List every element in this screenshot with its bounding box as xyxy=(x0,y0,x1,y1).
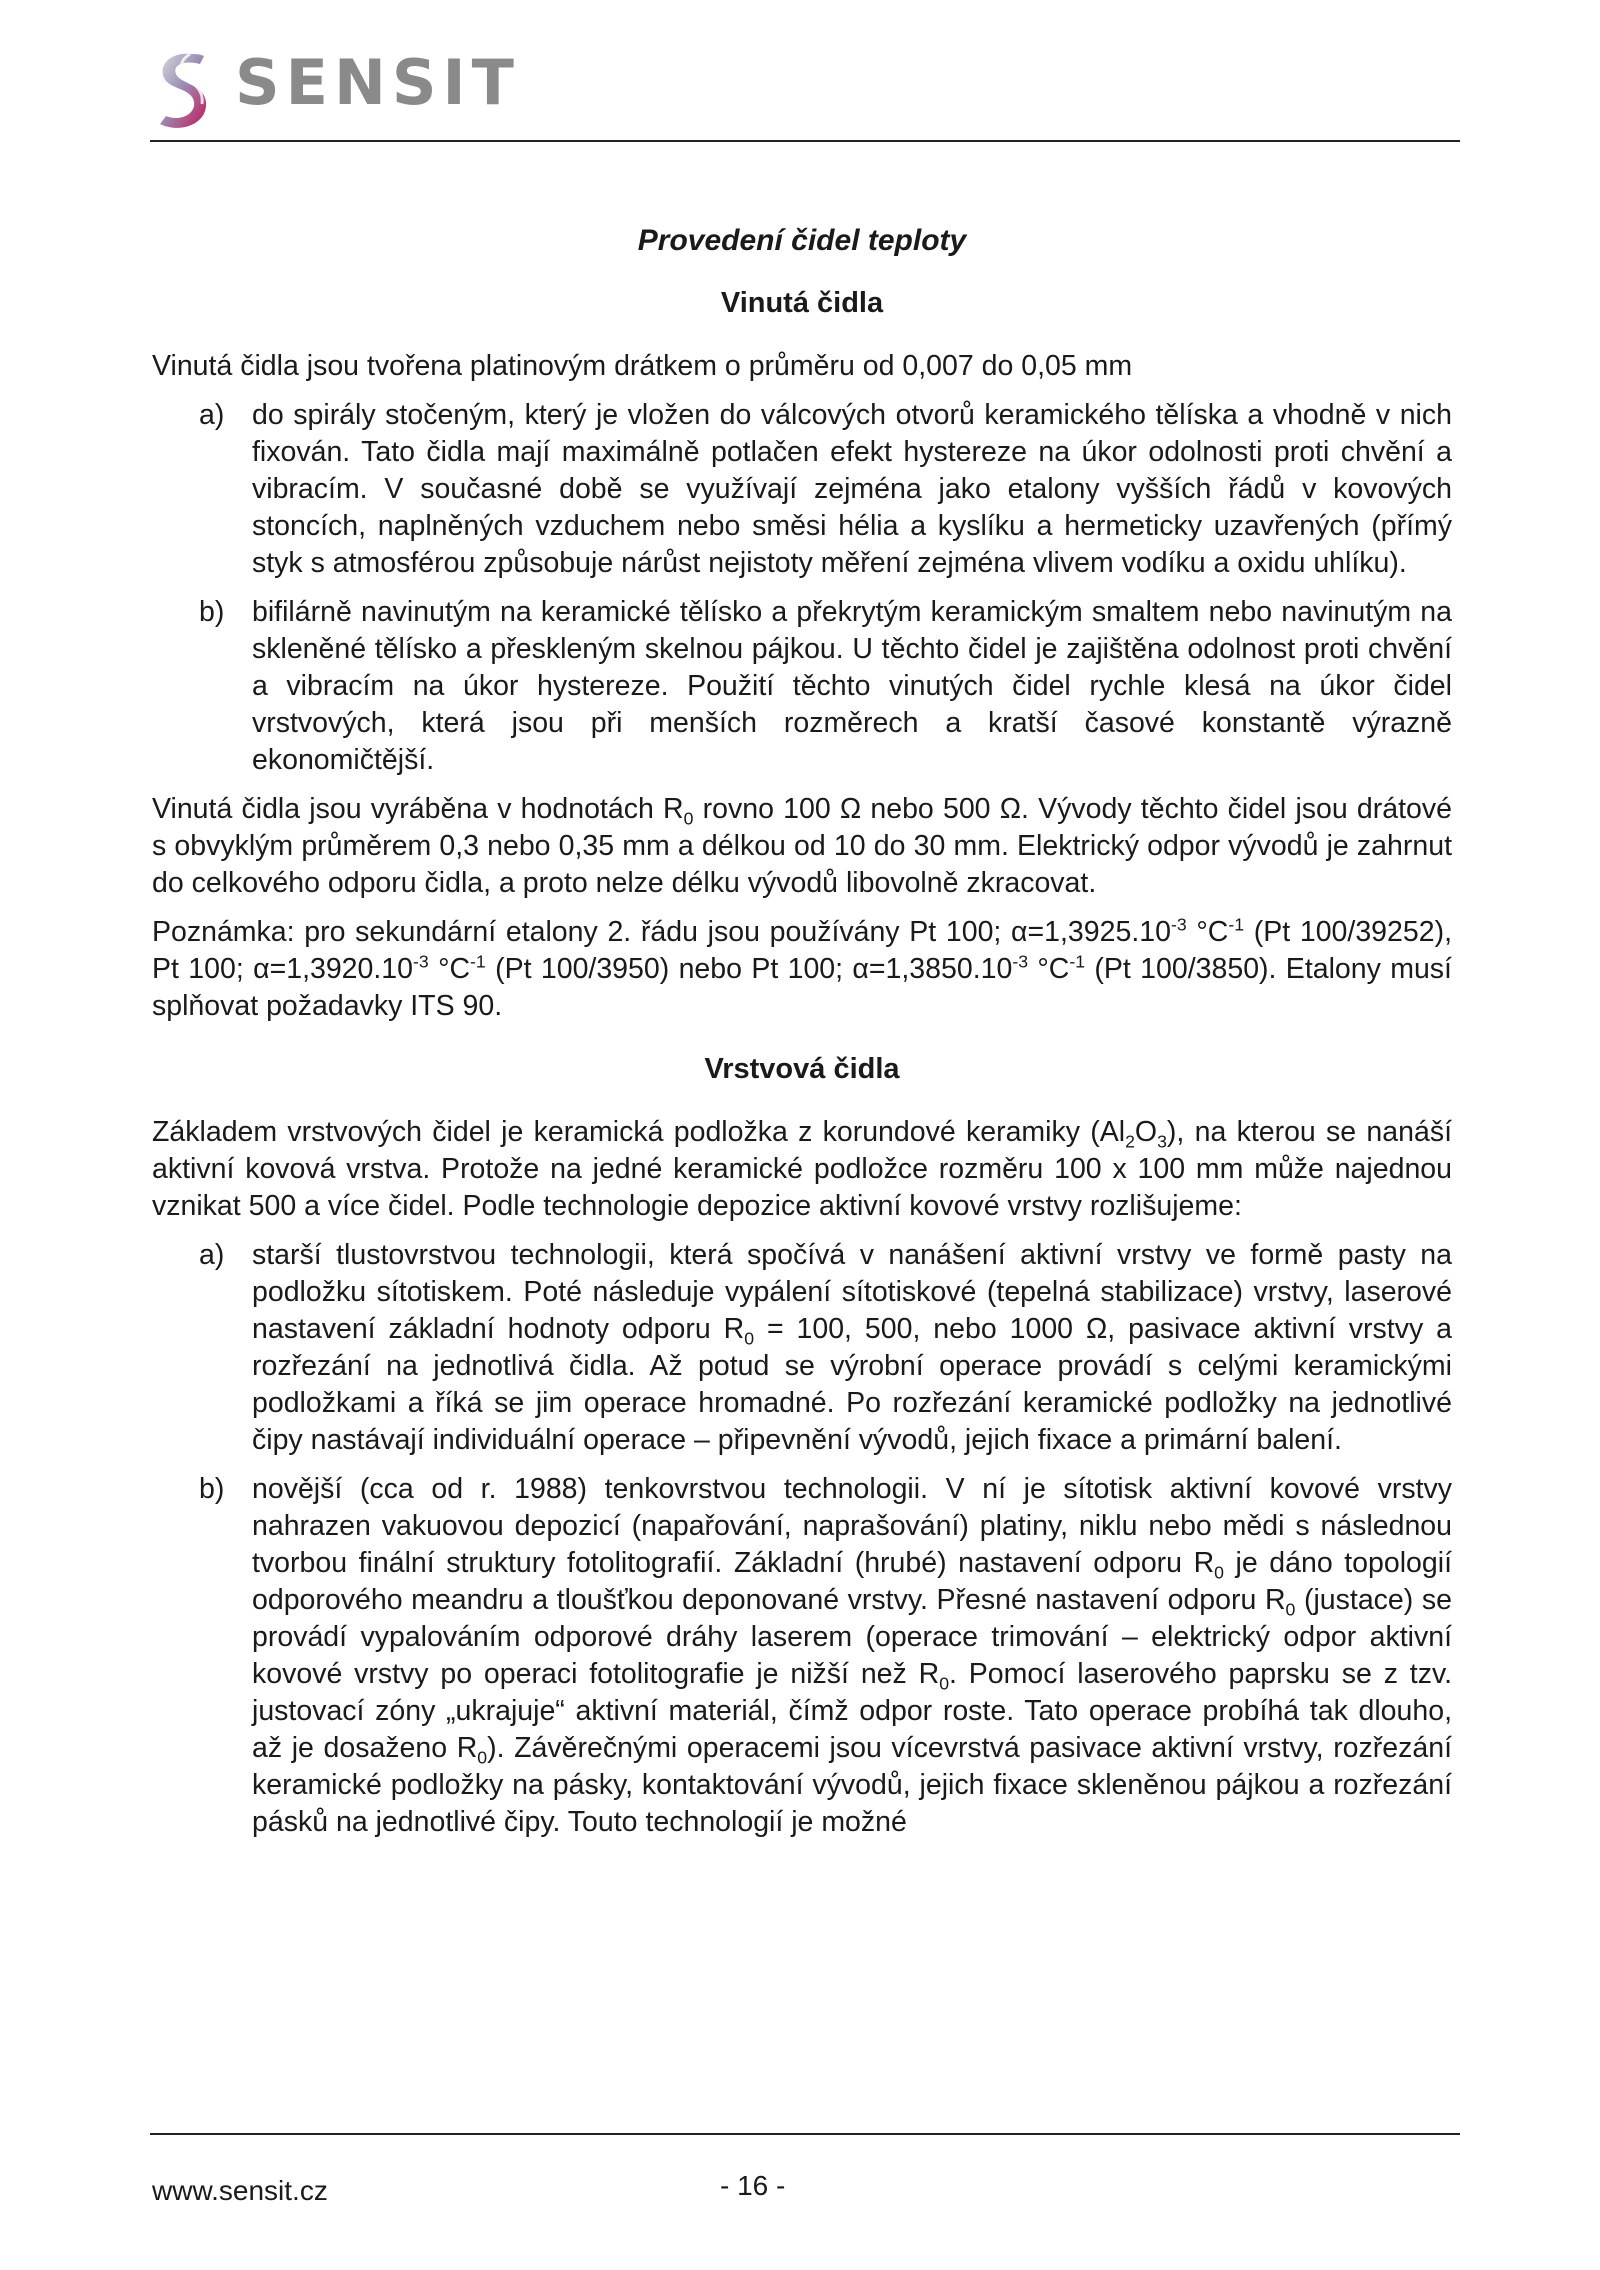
logo-text: SENSIT xyxy=(235,46,520,119)
section-heading-wound: Vinutá čidla xyxy=(720,287,884,319)
list-marker: b) xyxy=(199,596,225,628)
list-marker: a) xyxy=(199,1239,225,1271)
list-item-wound-b xyxy=(152,594,1452,779)
paragraph-note: Poznámka: pro sekundární etalony 2. řádu jsou používány Pt 100; $\alpha=1,3925.10^{-3}$ $^\circ C^{-1}$ (Pt 100/39252), Pt 100; $\alpha=1,3920.10^{-3}$ $^\circ C^{-1}$ (Pt 100/3950) nebo Pt 100; $\alpha=1,3850.10^{-3}$ $^\circ C^{-1}$ (Pt 100/3850). Etalony musí splňovat požadavky ITS 90. xyxy=(152,914,1452,1022)
list-marker: b) xyxy=(199,1473,225,1505)
list-item-film-b xyxy=(152,1471,1452,1841)
footer-divider xyxy=(150,2133,1460,2135)
paragraph-wound-values: Vinutá čidla jsou vyráběna v hodnotách $R_0$ rovno 100 Ω nebo 500 Ω. Vývody těchto čidel jsou drátové s obvyklým průměrem 0,3 nebo 0,35 mm a délkou od 10 do 30 mm. Elektrický odpor vývodů je zahrnut do celkového odporu čidla, a proto nelze délku vývodů libovolně zkracovat. xyxy=(152,793,1452,899)
header-divider xyxy=(150,140,1460,142)
list-item-text: starší tlustovrstvou technologii, která spočívá v nanášení aktivní vrstvy ve formě pasty na podložku sítotiskem. Poté následuje vypálení sítotiskové (tepelná stabilizace) vrstvy, laserové nastavení základní hodnoty odporu $R_0 = 100$, 500, nebo 1000 Ω, pasivace aktivní vrstvy a rozřezání na jednotlivá čidla. Až potud se výrobní operace provádí s celými keramickými podložkami a říká se jim operace hromadné. Po rozřezání keramické podložky na jednotlivé čipy nastávají individuální operace – připevnění vývodů, jejich fixace a primární balení. xyxy=(252,1239,1452,1456)
list-item-text: bifilárně navinutým na keramické tělísko a překrytým keramickým smaltem nebo navinutým na skleněné tělísko a přeskleným skelnou pájkou. U těchto čidel je zajištěna odolnost proti chvění a vibracím na úkor hystereze. Použití těchto vinutých čidel rychle klesá na úkor čidel vrstvových, která jsou při menších rozměrech a kratší časové konstantě výrazně ekonomičtější. xyxy=(252,596,1452,776)
page-header xyxy=(150,46,1460,140)
list-item-film-a xyxy=(152,1237,1452,1459)
page-number: - 16 - xyxy=(720,2170,786,2201)
page-title: Provedení čidel teploty xyxy=(637,224,967,257)
paragraph-wound-intro: Vinutá čidla jsou tvořena platinovým drátkem o průměru od 0,007 do 0,05 mm xyxy=(152,350,1133,382)
document-body xyxy=(152,222,1452,1853)
list-marker: a) xyxy=(199,399,225,431)
section-heading-film: Vrstvová čidla xyxy=(704,1053,900,1085)
footer-website-link[interactable]: www.sensit.cz xyxy=(152,2175,328,2206)
sensit-logo-icon xyxy=(150,50,220,130)
paragraph-film-intro: Základem vrstvových čidel je keramická podložka z korundové keramiky $(Al_2O_3)$, na kterou se nanáší aktivní kovová vrstva. Protože na jedné keramické podložce rozměru 100 x 100 mm může najednou vznikat 500 a více čidel. Podle technologie depozice aktivní kovové vrstvy rozlišujeme: xyxy=(152,1116,1452,1222)
list-item-text: novější (cca od r. 1988) tenkovrstvou technologii. V ní je sítotisk aktivní kovové vrstvy nahrazen vakuovou depozicí (napařování, naprašování) platiny, niklu nebo mědi s následnou tvorbou finální struktury fotolitografií. Základní (hrubé) nastavení odporu $R_0$ je dáno topologií odporového meandru a tloušťkou deponované vrstvy. Přesné nastavení odporu $R_0$ (justace) se provádí vypalováním odporové dráhy laserem (operace trimování – elektrický odpor aktivní kovové vrstvy po operaci fotolitografie je nižší než $R_0$. Pomocí laserového paprsku se z tzv. justovací zóny „ukrajuje“ aktivní materiál, čímž odpor roste. Tato operace probíhá tak dlouho, až je dosaženo $R_0$). Závěrečnými operacemi jsou vícevrstvá pasivace aktivní vrstvy, rozřezání keramické podložky na pásky, kontaktování vývodů, jejich fixace skleněnou pájkou a rozřezání pásků na jednotlivé čipy. Touto technologií je možné xyxy=(252,1473,1453,1838)
list-item-wound-a xyxy=(152,397,1452,582)
list-item-text: do spirály stočeným, který je vložen do válcových otvorů keramického tělíska a vhodně v nich fixován. Tato čidla mají maximálně potlačen efekt hystereze na úkor odolnosti proti chvění a vibracím. V současné době se využívají zejména jako etalony vyšších řádů v kovových stoncích, naplněných vzduchem nebo směsi hélia a kyslíku a hermeticky uzavřených (přímý styk s atmosférou způsobuje nárůst nejistoty měření zejména vlivem vodíku a oxidu uhlíku). xyxy=(252,399,1452,579)
